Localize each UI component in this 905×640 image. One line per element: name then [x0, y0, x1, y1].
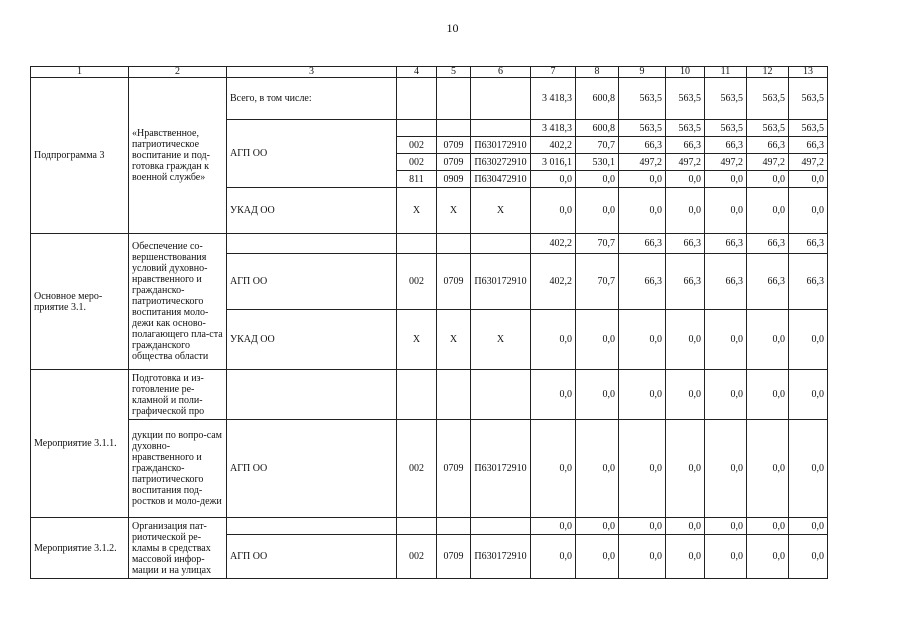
value-cell: 0,0: [666, 171, 705, 188]
program-name: Подпрограмма 3: [31, 78, 129, 234]
value-cell: 563,5: [747, 120, 789, 137]
value-cell: 66,3: [619, 254, 666, 310]
code-cell: 0909: [437, 171, 471, 188]
value-cell: 0,0: [705, 518, 747, 535]
value-cell: 0,0: [666, 188, 705, 234]
code-cell: Х: [397, 310, 437, 370]
value-cell: 0,0: [747, 420, 789, 518]
code-cell: 002: [397, 154, 437, 171]
budget-table: [30, 66, 828, 579]
value-cell: 0,0: [576, 188, 619, 234]
value-cell: 0,0: [619, 518, 666, 535]
header-cell: 12: [747, 67, 789, 78]
value-cell: 0,0: [789, 171, 828, 188]
value-cell: 0,0: [747, 535, 789, 579]
value-cell: 402,2: [531, 234, 576, 254]
code-cell: 002: [397, 254, 437, 310]
agency-label: АГП ОО: [227, 254, 397, 310]
value-cell: 3 418,3: [531, 120, 576, 137]
table-row: [31, 78, 828, 120]
value-cell: 70,7: [576, 234, 619, 254]
value-cell: 600,8: [576, 120, 619, 137]
code-cell: 002: [397, 137, 437, 154]
value-cell: 402,2: [531, 254, 576, 310]
code-cell: 0709: [437, 154, 471, 171]
code-cell: П630172910: [471, 420, 531, 518]
agency-label: УКАД ОО: [227, 188, 397, 234]
header-cell: 13: [789, 67, 828, 78]
value-cell: 0,0: [789, 370, 828, 420]
value-cell: 530,1: [576, 154, 619, 171]
value-cell: 0,0: [576, 518, 619, 535]
value-cell: 0,0: [789, 188, 828, 234]
value-cell: 563,5: [747, 78, 789, 120]
value-cell: 0,0: [747, 171, 789, 188]
activity-title: Организация пат-риотической ре-кламы в средствах массовой инфор-мации и на улицах: [129, 518, 227, 579]
table-row: [31, 370, 828, 420]
code-cell: Х: [437, 310, 471, 370]
value-cell: 70,7: [576, 137, 619, 154]
value-cell: 0,0: [531, 518, 576, 535]
value-cell: 0,0: [576, 535, 619, 579]
header-cell: 4: [397, 67, 437, 78]
value-cell: 0,0: [705, 310, 747, 370]
table-row: [31, 420, 828, 518]
value-cell: 66,3: [619, 137, 666, 154]
header-cell: 1: [31, 67, 129, 78]
value-cell: 0,0: [789, 310, 828, 370]
code-cell: 0709: [437, 535, 471, 579]
value-cell: 0,0: [531, 370, 576, 420]
value-cell: 0,0: [619, 310, 666, 370]
value-cell: 0,0: [619, 420, 666, 518]
header-row: [31, 67, 828, 78]
code-cell: 002: [397, 535, 437, 579]
header-cell: 9: [619, 67, 666, 78]
code-cell: П630272910: [471, 154, 531, 171]
value-cell: 66,3: [789, 234, 828, 254]
value-cell: 3 418,3: [531, 78, 576, 120]
value-cell: 497,2: [705, 154, 747, 171]
value-cell: 563,5: [789, 78, 828, 120]
value-cell: 66,3: [666, 234, 705, 254]
value-cell: 0,0: [789, 518, 828, 535]
activity-name: Мероприятие 3.1.1.: [31, 370, 129, 518]
value-cell: 66,3: [705, 234, 747, 254]
value-cell: 66,3: [666, 254, 705, 310]
code-cell: 002: [397, 420, 437, 518]
activity-name: Основное меро-приятие 3.1.: [31, 234, 129, 370]
value-cell: 0,0: [666, 420, 705, 518]
code-cell: П630172910: [471, 535, 531, 579]
header-cell: 8: [576, 67, 619, 78]
value-cell: 3 016,1: [531, 154, 576, 171]
header-cell: 10: [666, 67, 705, 78]
activity-title: Подготовка и из-готовление ре-кламной и поли-графической про: [129, 370, 227, 420]
table-row: [31, 518, 828, 535]
value-cell: 0,0: [789, 535, 828, 579]
code-cell: П630172910: [471, 254, 531, 310]
program-title: «Нравственное, патриотическое воспитание и под-готовка граждан к военной службе»: [129, 78, 227, 234]
code-cell: 811: [397, 171, 437, 188]
value-cell: 0,0: [705, 171, 747, 188]
value-cell: 0,0: [747, 518, 789, 535]
value-cell: 0,0: [619, 370, 666, 420]
agency-label: АГП ОО: [227, 120, 397, 188]
value-cell: 66,3: [747, 254, 789, 310]
value-cell: 0,0: [619, 535, 666, 579]
value-cell: 0,0: [619, 188, 666, 234]
code-cell: Х: [397, 188, 437, 234]
value-cell: 402,2: [531, 137, 576, 154]
header-cell: 7: [531, 67, 576, 78]
activity-title: Обеспечение со-вершенствования условий духовно-нравственного и гражданско-патриотического воспитания моло-дежи как осново-полагающего пла-ста гражданского общества области: [129, 234, 227, 370]
value-cell: 563,5: [619, 78, 666, 120]
value-cell: 0,0: [531, 535, 576, 579]
value-cell: 0,0: [666, 535, 705, 579]
code-cell: П630172910: [471, 137, 531, 154]
value-cell: 0,0: [747, 370, 789, 420]
value-cell: 0,0: [666, 310, 705, 370]
header-cell: 3: [227, 67, 397, 78]
value-cell: 563,5: [666, 120, 705, 137]
value-cell: 66,3: [789, 137, 828, 154]
code-cell: П630472910: [471, 171, 531, 188]
value-cell: 563,5: [789, 120, 828, 137]
value-cell: 66,3: [619, 234, 666, 254]
agency-label: УКАД ОО: [227, 310, 397, 370]
code-cell: Х: [437, 188, 471, 234]
value-cell: 563,5: [705, 120, 747, 137]
value-cell: 70,7: [576, 254, 619, 310]
value-cell: 66,3: [789, 254, 828, 310]
value-cell: 66,3: [666, 137, 705, 154]
value-cell: 0,0: [705, 188, 747, 234]
header-cell: 2: [129, 67, 227, 78]
value-cell: 497,2: [619, 154, 666, 171]
value-cell: 0,0: [576, 370, 619, 420]
row-label: Всего, в том числе:: [227, 78, 397, 120]
value-cell: 497,2: [789, 154, 828, 171]
agency-label: АГП ОО: [227, 420, 397, 518]
value-cell: 0,0: [576, 310, 619, 370]
value-cell: 0,0: [705, 535, 747, 579]
value-cell: 0,0: [619, 171, 666, 188]
header-cell: 5: [437, 67, 471, 78]
agency-label: АГП ОО: [227, 535, 397, 579]
table-row: [31, 234, 828, 254]
value-cell: 0,0: [705, 370, 747, 420]
value-cell: 0,0: [705, 420, 747, 518]
value-cell: 497,2: [747, 154, 789, 171]
value-cell: 0,0: [531, 310, 576, 370]
value-cell: 66,3: [705, 137, 747, 154]
value-cell: 0,0: [789, 420, 828, 518]
value-cell: 0,0: [576, 171, 619, 188]
value-cell: 0,0: [666, 518, 705, 535]
code-cell: 0709: [437, 137, 471, 154]
value-cell: 66,3: [705, 254, 747, 310]
activity-title-continued: дукции по вопро-сам духовно-нравственного и гражданско-патриотического воспитания под-ростков и моло-дежи: [129, 420, 227, 518]
value-cell: 0,0: [747, 188, 789, 234]
value-cell: 0,0: [531, 188, 576, 234]
code-cell: 0709: [437, 254, 471, 310]
value-cell: 563,5: [619, 120, 666, 137]
value-cell: 0,0: [666, 370, 705, 420]
value-cell: 0,0: [531, 171, 576, 188]
value-cell: 497,2: [666, 154, 705, 171]
header-cell: 11: [705, 67, 747, 78]
activity-name: Мероприятие 3.1.2.: [31, 518, 129, 579]
value-cell: 563,5: [705, 78, 747, 120]
page-number: 10: [446, 21, 459, 35]
value-cell: 0,0: [747, 310, 789, 370]
code-cell: 0709: [437, 420, 471, 518]
value-cell: 0,0: [531, 420, 576, 518]
value-cell: 0,0: [576, 420, 619, 518]
code-cell: Х: [471, 310, 531, 370]
header-cell: 6: [471, 67, 531, 78]
value-cell: 600,8: [576, 78, 619, 120]
code-cell: Х: [471, 188, 531, 234]
value-cell: 66,3: [747, 234, 789, 254]
value-cell: 563,5: [666, 78, 705, 120]
value-cell: 66,3: [747, 137, 789, 154]
